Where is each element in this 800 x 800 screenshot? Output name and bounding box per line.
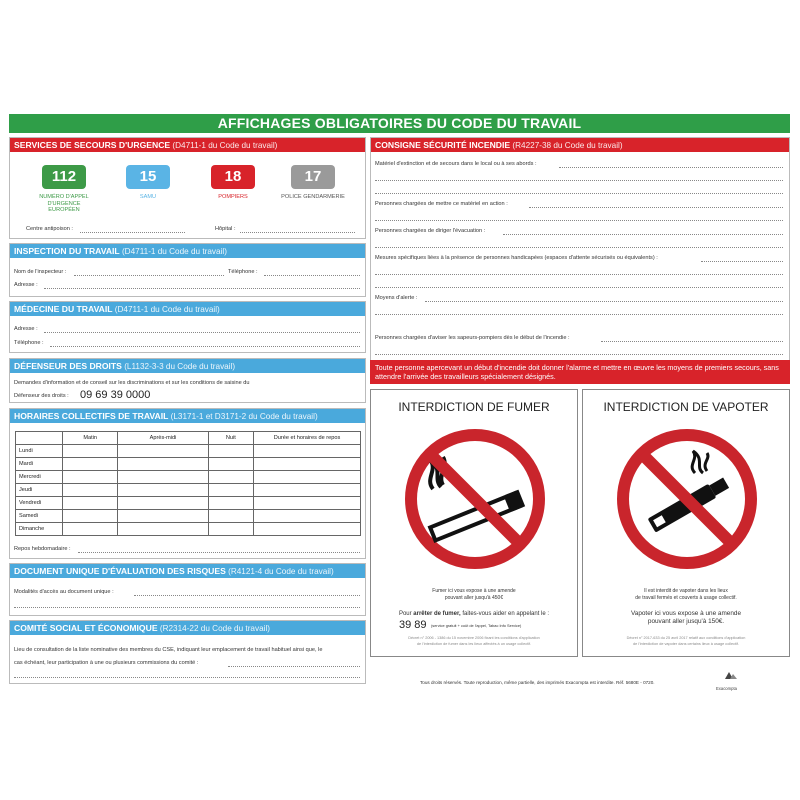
panel-secours [9,137,366,239]
schedule-cell[interactable] [118,523,208,536]
horaires-table [15,431,361,536]
schedule-cell[interactable] [254,445,361,458]
footer-rights: Tous droits réservés. Toute reproduction, même partielle, des imprimés Exacompta est interdite. Réf. 5680E - 0720. [420,680,655,685]
table-row [16,445,361,458]
medecine-telephone-label: Téléphone : [14,340,44,346]
no-vaping-decree-2: de l'interdiction de vapoter dans certains lieux à usage collectif. [632,642,740,646]
sign-no-vaping [582,389,790,657]
no-smoking-phone: 39 89 [399,619,427,631]
repos-field[interactable] [78,552,360,553]
schedule-cell[interactable] [63,497,118,510]
inspecteur-field[interactable] [74,275,224,276]
medecine-ref: (D4711-1 du Code du travail) [114,305,220,314]
hopital-label: Hôpital : [215,226,236,232]
page-title: AFFICHAGES OBLIGATOIRES DU CODE DU TRAVAIL [9,114,790,133]
incendie-field[interactable] [375,274,783,275]
incendie-field[interactable] [375,354,783,355]
document-ref: (R4121-4 du Code du travail) [228,567,334,576]
incendie-item: Personnes chargées de mettre ce matériel en action : [375,201,508,207]
inspection-ref: (D4711-1 du Code du travail) [121,247,227,256]
table-row [16,484,361,497]
emergency-17-badge: 17 [291,165,335,189]
medecine-adresse-field[interactable] [44,332,360,333]
no-smoking-text-2: pouvant aller jusqu'à 450€ [444,595,504,601]
schedule-cell[interactable] [254,523,361,536]
cse-field-2[interactable] [14,677,360,678]
no-vaping-text-2: de travail fermés et couverts à usage collectif. [635,595,737,601]
panel-defenseur [9,358,366,403]
no-vaping-icon [615,427,759,571]
schedule-cell[interactable] [118,510,208,523]
no-smoking-icon [403,427,547,571]
day-cell: Lundi [16,445,63,458]
panel-horaires [9,408,366,559]
inspection-telephone-label: Téléphone : [228,269,258,275]
no-smoking-text-1: Fumer ici vous expose à une amende [432,588,516,594]
hopital-field[interactable] [240,232,355,233]
table-header-cell: Après-midi [118,432,208,445]
exacompta-brand: Exacompta [716,686,737,691]
exacompta-logo [718,671,744,685]
incendie-ref: (R4227-38 du Code du travail) [512,141,623,150]
incendie-header: CONSIGNE SÉCURITÉ INCENDIE (R4227-38 du Code du travail) [371,138,789,152]
emergency-17-label: POLICE GENDARMERIE [281,194,345,200]
day-cell: Vendredi [16,497,63,510]
inspection-header: INSPECTION DU TRAVAIL (D4711-1 du Code du travail) [10,244,365,258]
medecine-header: MÉDECINE DU TRAVAIL (D4711-1 du Code du travail) [10,302,365,316]
schedule-cell[interactable] [208,445,253,458]
exacompta-logo-icon [724,671,738,681]
schedule-cell[interactable] [118,471,208,484]
schedule-cell[interactable] [63,458,118,471]
document-modalites-label: Modalités d'accès au document unique : [14,589,114,595]
schedule-cell[interactable] [208,458,253,471]
incendie-field[interactable] [375,247,783,248]
incendie-item: Matériel d'extinction et de secours dans le local ou à ses abords : [375,161,537,167]
incendie-item: Moyens d'alerte : [375,295,418,301]
table-row [16,510,361,523]
cse-ref: (R2314-22 du Code du travail) [159,624,270,633]
emergency-112-badge: 112 [42,165,86,189]
day-cell: Mercredi [16,471,63,484]
no-vaping-title: INTERDICTION DE VAPOTER [603,400,769,414]
sign-no-smoking [370,389,578,657]
inspection-adresse-label: Adresse : [14,282,38,288]
emergency-18-badge: 18 [211,165,255,189]
table-header-cell: Durée et horaires de repos [254,432,361,445]
document-modalites-field[interactable] [134,595,360,596]
no-smoking-help-text: Pour arrêter de fumer, faites-vous aider en appelant le : [398,611,550,617]
incendie-field[interactable] [503,234,783,235]
no-smoking-phone-note: (service gratuit + coût de l'appel, Tabac Info Service) [431,623,522,628]
emergency-18-label: POMPIERS [218,194,248,200]
defenseur-text: Demandes d'information et de conseil sur les discriminations et sur les conditions de saisine du [14,380,250,386]
antipoison-field[interactable] [80,232,185,233]
cse-line-2: cas échéant, leur participation à une ou plusieurs commissions du comité : [14,660,199,666]
inspection-telephone-field[interactable] [264,275,360,276]
horaires-ref: (L3171-1 et D3171-2 du Code du travail) [170,412,318,421]
schedule-cell[interactable] [254,471,361,484]
no-smoking-decree-1: Décret n° 2006 - 1386 du 15 novembre 2006 fixant les conditions d'application [408,636,540,640]
cse-field[interactable] [228,666,360,667]
medecine-adresse-label: Adresse : [14,326,38,332]
table-header-cell: Matin [63,432,118,445]
no-smoking-title: INTERDICTION DE FUMER [398,400,550,414]
day-cell: Samedi [16,510,63,523]
no-vaping-decree-1: Décret n° 2017-633 du 25 avril 2017 relatif aux conditions d'application [626,636,746,640]
schedule-cell[interactable] [208,497,253,510]
no-vaping-text-1: Il est interdit de vapoter dans les lieux [644,588,728,594]
no-smoking-decree-2: de l'interdiction de fumer dans les lieux affectés à un usage collectif. [416,642,532,646]
emergency-15-badge: 15 [126,165,170,189]
incendie-field[interactable] [375,314,783,315]
secours-ref: (D4711-1 du Code du travail) [172,141,278,150]
emergency-15-label: SAMU [139,194,157,200]
panel-inspection [9,243,366,297]
schedule-cell[interactable] [208,471,253,484]
incendie-field[interactable] [375,180,783,181]
document-header: DOCUMENT UNIQUE D'ÉVALUATION DES RISQUES (R4121-4 du Code du travail) [10,564,365,578]
panel-cse [9,620,366,684]
table-header-cell: Nuit [208,432,253,445]
repos-label: Repos hebdomadaire : [14,546,71,552]
incendie-item: Mesures spécifiques liées à la présence de personnes handicapées (espaces d'attente sécurisés ou équivalents) : [375,255,658,261]
schedule-cell[interactable] [254,458,361,471]
day-cell: Mardi [16,458,63,471]
schedule-cell[interactable] [254,510,361,523]
medecine-telephone-field[interactable] [50,346,360,347]
schedule-cell[interactable] [208,510,253,523]
incendie-field[interactable] [375,287,783,288]
incendie-field[interactable] [701,261,783,262]
incendie-field[interactable] [601,341,783,342]
inspecteur-label: Nom de l'inspecteur : [14,269,67,275]
defenseur-ref: (L1132-3-3 du Code du travail) [124,362,236,371]
schedule-cell[interactable] [118,484,208,497]
table-header-row [16,432,361,445]
antipoison-label: Centre antipoison : [26,226,73,232]
defenseur-label: Défenseur des droits : [14,393,69,399]
inspection-adresse-field[interactable] [44,288,360,289]
panel-document-unique [9,563,366,616]
table-header-cell [16,432,63,445]
no-smoking-help-bold: arrêter de fumer, [413,611,461,617]
schedule-cell[interactable] [118,497,208,510]
incendie-field[interactable] [529,207,783,208]
schedule-cell[interactable] [63,471,118,484]
document-modalites-field-2[interactable] [14,607,360,608]
table-row [16,458,361,471]
cse-line-1: Lieu de consultation de la liste nominative des membres du CSE, indiquant leur emplacement de travail habituel ainsi que, le [14,647,323,653]
defenseur-header: DÉFENSEUR DES DROITS (L1132-3-3 du Code du travail) [10,359,365,373]
panel-incendie [370,137,790,384]
incendie-field[interactable] [425,301,783,302]
no-smoking-help [371,611,577,617]
schedule-cell[interactable] [118,458,208,471]
panel-medecine [9,301,366,353]
secours-header: SERVICES DE SECOURS D'URGENCE (D4711-1 du Code du travail) [10,138,365,152]
day-cell: Dimanche [16,523,63,536]
schedule-cell[interactable] [254,497,361,510]
table-row [16,471,361,484]
table-row [16,523,361,536]
no-vaping-text-4: pouvant aller jusqu'à 150€. [647,618,725,625]
schedule-cell[interactable] [118,445,208,458]
schedule-cell[interactable] [63,523,118,536]
day-cell: Jeudi [16,484,63,497]
horaires-header: HORAIRES COLLECTIFS DE TRAVAIL (L3171-1 et D3171-2 du Code du travail) [10,409,365,423]
incendie-alert: Toute personne apercevant un début d'incendie doit donner l'alarme et mettre en œuvre les moyens de premiers secours, sans attendre l'arrivée des travailleurs spécialement désignés. [370,360,790,384]
defenseur-phone: 09 69 39 0000 [80,389,151,401]
incendie-field[interactable] [559,167,783,168]
table-row [16,497,361,510]
incendie-item: Personnes chargées d'aviser les sapeurs-pompiers dès le début de l'incendie : [375,335,570,341]
incendie-item: Personnes chargées de diriger l'évacuation : [375,228,486,234]
incendie-field[interactable] [375,193,783,194]
cse-header: COMITÉ SOCIAL ET ÉCONOMIQUE (R2314-22 du Code du travail) [10,621,365,635]
emergency-112-label: NUMÉRO D'APPEL D'URGENCE EUROPÉEN [39,194,89,213]
no-vaping-text-3: Vapoter ici vous expose à une amende [630,610,741,617]
schedule-cell[interactable] [63,484,118,497]
schedule-cell[interactable] [63,445,118,458]
schedule-cell[interactable] [254,484,361,497]
incendie-field[interactable] [375,220,783,221]
schedule-cell[interactable] [63,510,118,523]
schedule-cell[interactable] [208,523,253,536]
schedule-cell[interactable] [208,484,253,497]
